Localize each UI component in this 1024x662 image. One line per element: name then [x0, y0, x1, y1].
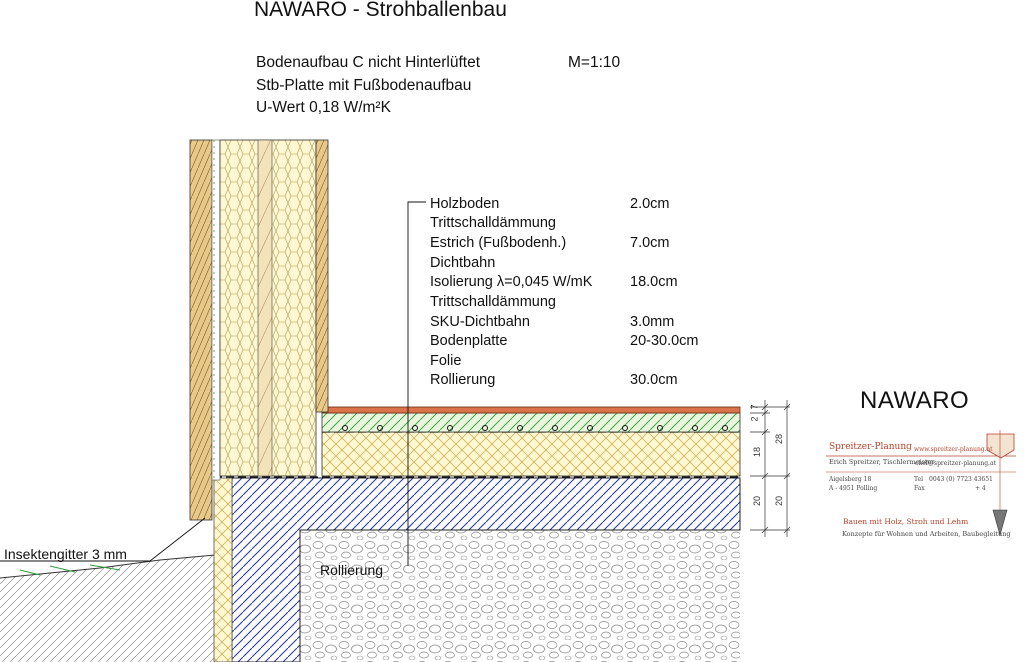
tel-label: Tel	[914, 476, 924, 483]
dim-7: 7	[749, 404, 760, 410]
insect-screen-label: Insektengitter 3 mm	[4, 546, 127, 562]
scale-label: M=1:10	[568, 54, 621, 71]
dim-2: 2	[749, 416, 760, 422]
tagline: Konzepte für Wohnen und Arbeiten, Baubegleitung	[842, 530, 1011, 538]
dim-28: 28	[774, 433, 785, 445]
dim-20a: 20	[752, 495, 763, 507]
layer-name: Estrich (Fußbodenh.)	[430, 235, 567, 251]
layer-thickness: 2.0cm	[630, 196, 670, 212]
company-name: Spreitzer-Planung	[829, 442, 912, 452]
layer-name: Rollierung	[430, 372, 496, 388]
address2: A - 4951 Polling	[829, 485, 878, 492]
layer-name: Dichtbahn	[430, 255, 496, 271]
tel: 0043 (0) 7723 43651	[929, 476, 993, 483]
perimeter-insulation	[214, 478, 232, 662]
fax: + 4	[975, 485, 986, 492]
website: www.spreitzer-planung.at	[914, 446, 993, 453]
dim-20b: 20	[774, 495, 785, 507]
layer-name: Trittschalldämmung	[430, 215, 556, 231]
layer-thickness: 30.0cm	[630, 372, 678, 388]
layer-name: Trittschalldämmung	[430, 294, 556, 310]
layer-name: Holzboden	[430, 196, 500, 212]
person: Erich Spreitzer, Tischlermeister	[829, 458, 935, 466]
header-line3: U-Wert 0,18 W/m²K	[256, 99, 391, 116]
straw-wall	[190, 140, 328, 520]
page-title: NAWARO - Strohballenbau	[254, 0, 507, 21]
header-line2: Stb-Platte mit Fußbodenaufbau	[256, 77, 472, 94]
layer-thickness: 3.0mm	[630, 314, 675, 330]
dim-18: 18	[752, 446, 763, 458]
layer-name: Isolierung λ=0,045 W/mK	[430, 274, 593, 290]
soil-ground	[0, 555, 215, 662]
layer-thickness: 7.0cm	[630, 235, 670, 251]
fax-label: Fax	[914, 485, 925, 492]
brand-name: NAWARO	[860, 387, 970, 414]
address1: Aigelsberg 18	[829, 476, 872, 483]
rollierung-label: Rollierung	[320, 562, 384, 578]
screed-layer	[322, 413, 740, 432]
gravel-bed	[230, 530, 750, 662]
email: chef@spreitzer-planung.at	[915, 460, 996, 467]
layer-name: SKU-Dichtbahn	[430, 314, 530, 330]
layer-thickness: 18.0cm	[630, 274, 678, 290]
layer-name: Folie	[430, 353, 462, 369]
slogan: Bauen mit Holz, Stroh und Lehm	[843, 517, 969, 526]
header-line1: Bodenaufbau C nicht Hinterlüftet	[256, 54, 481, 71]
layer-name: Bodenplatte	[430, 333, 508, 349]
layer-thickness: 20-30.0cm	[630, 333, 699, 349]
wooden-floor	[322, 407, 740, 413]
